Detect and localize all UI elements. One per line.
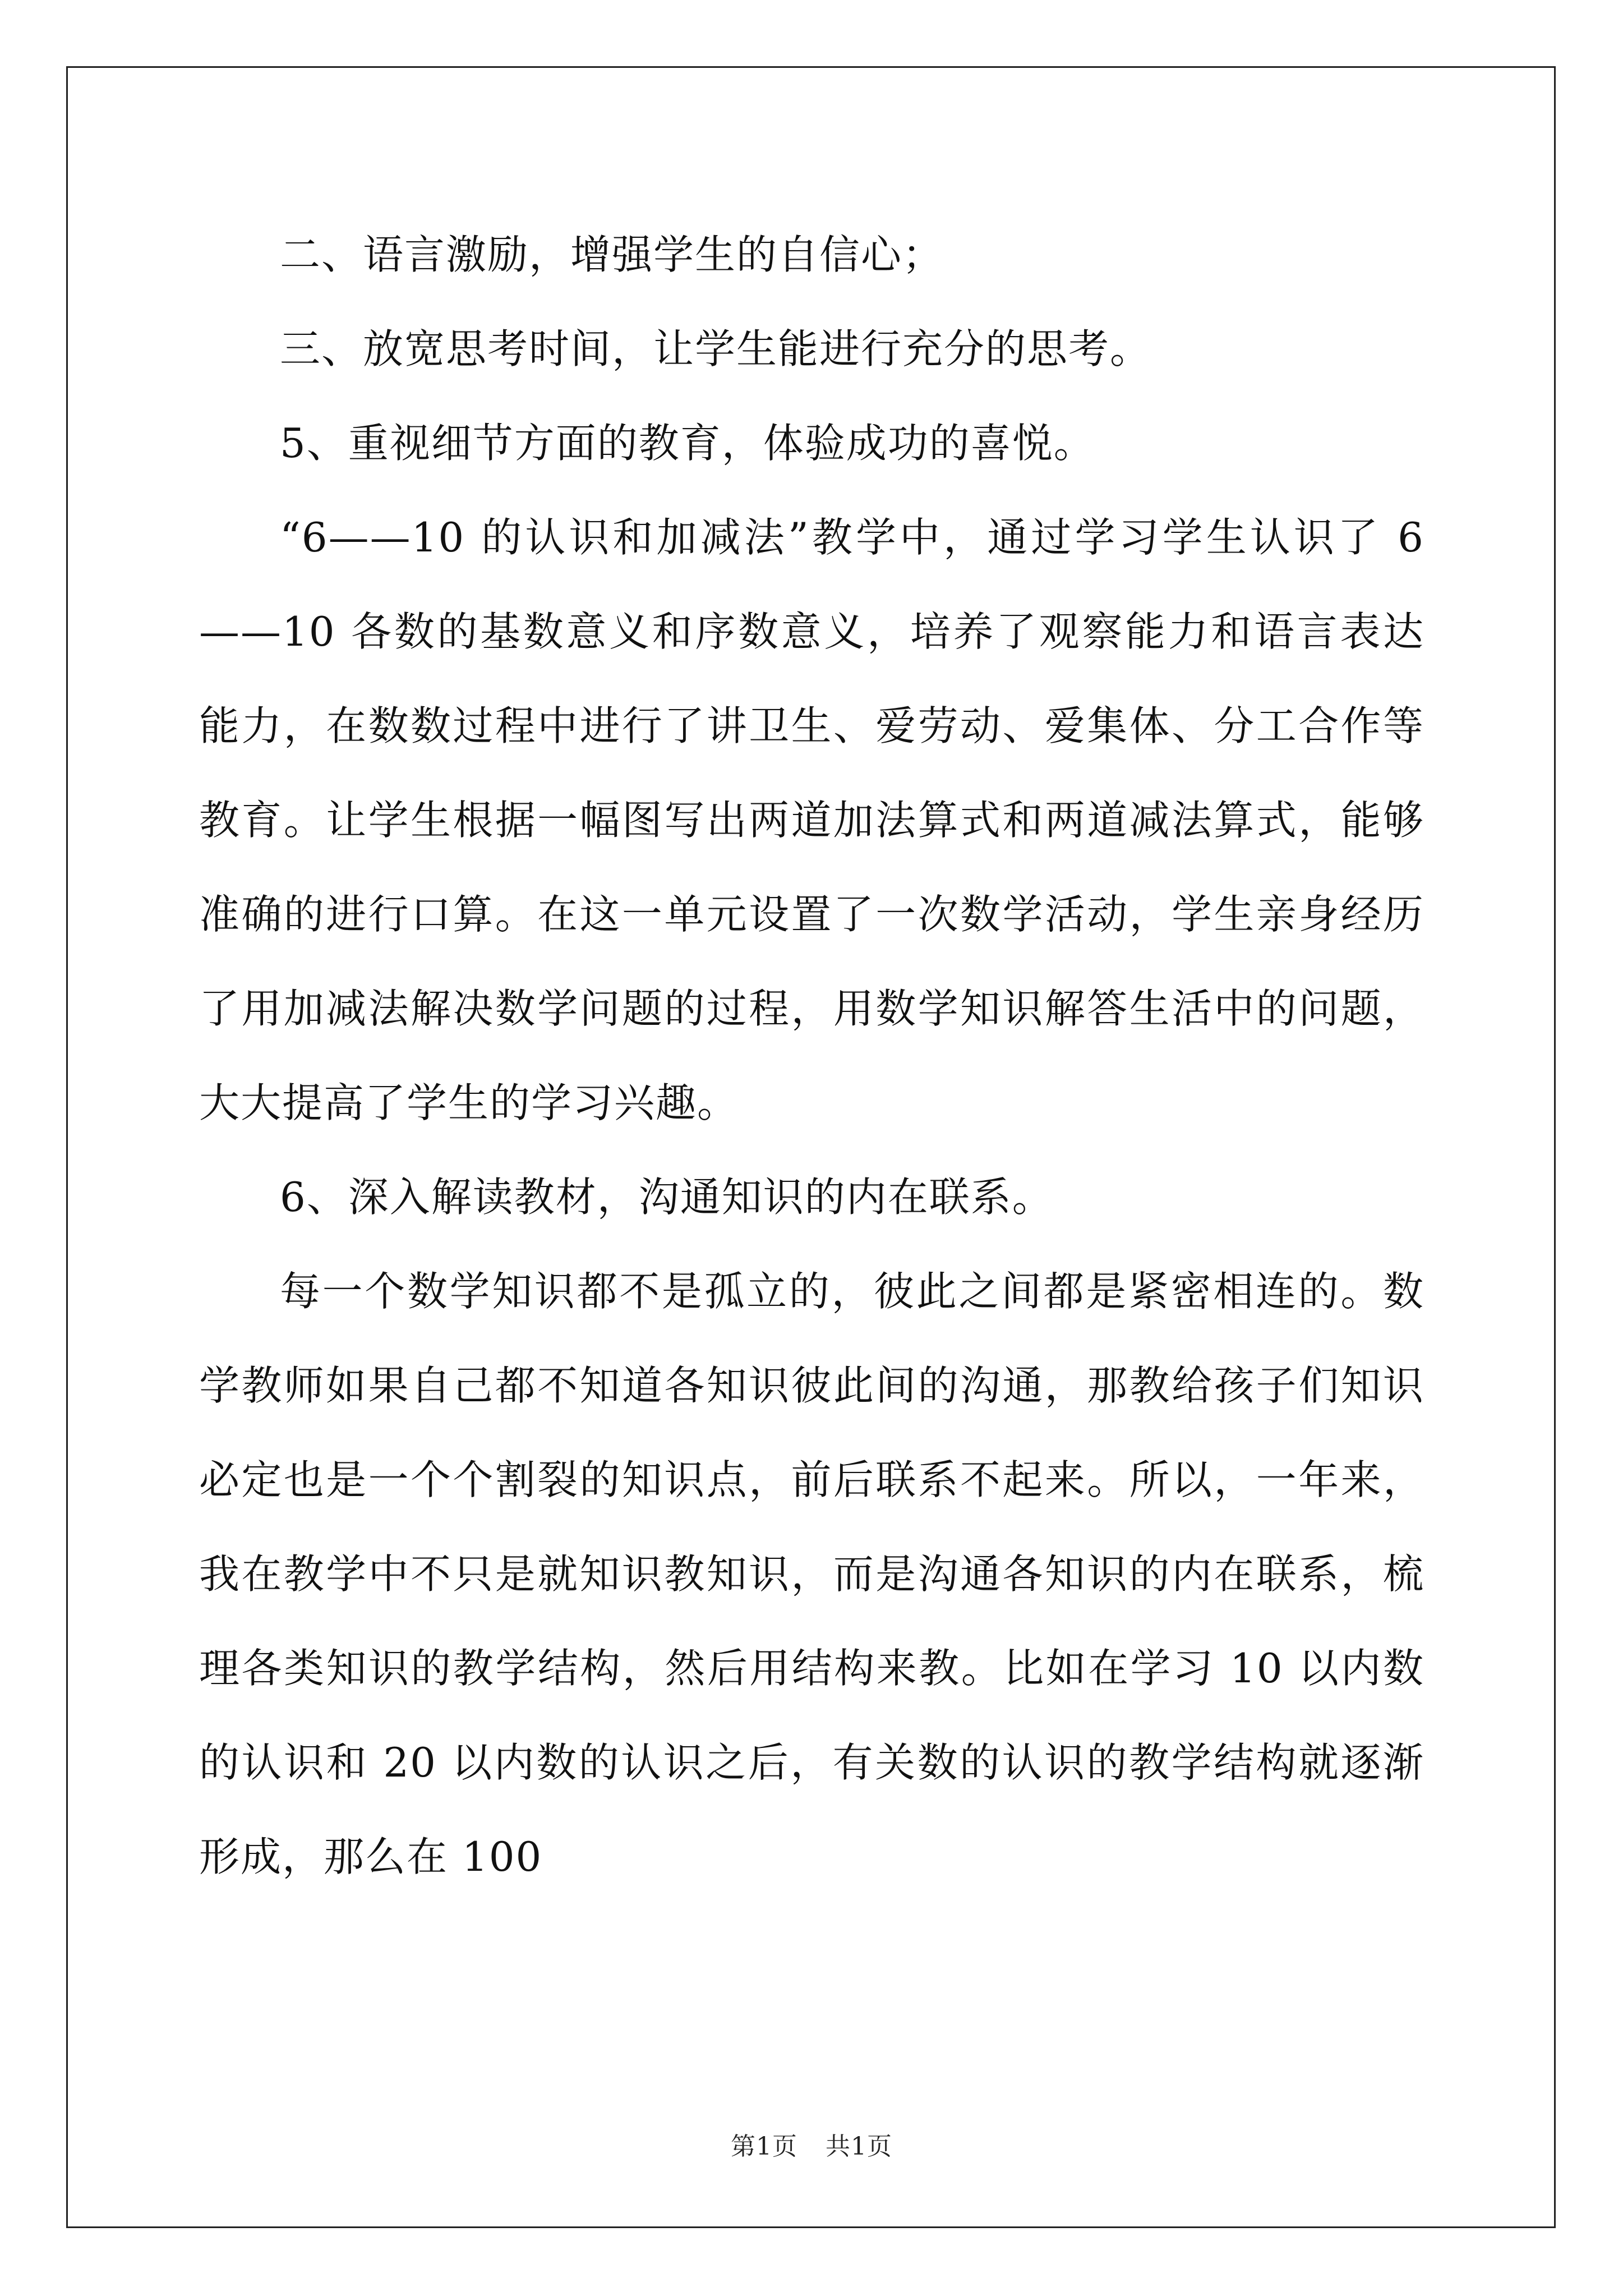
paragraph-3: 5、重视细节方面的教育，体验成功的喜悦。 xyxy=(280,420,1095,467)
paragraph-5: 6、深入解读教材，沟通知识的内在联系。 xyxy=(280,1174,1054,1221)
page-number-current: 第1页 xyxy=(731,2132,797,2161)
paragraph-4: “6——10 的认识和加减法”教学中，通过学习学生认识了 6——10 各数的基数意义和序数意义，培养了观察能力和语言表达能力，在数数过程中进行了讲卫生、爱劳动、爱集体、分工合作等教育。让学生根据一幅图写出两道加法算式和两道减法算式，能够准确的进行口算。在这一单元设置了一次数学活动，学生亲身经历了用加减法解决数学问题的过程，用数学知识解答生活中的问题，大大提高了学生的学习兴趣。 xyxy=(199,514,1424,1126)
paragraph-6: 每一个数学知识都不是孤立的，彼此之间都是紧密相连的。数学教师如果自己都不知道各知识彼此间的沟通，那教给孩子们知识必定也是一个个割裂的知识点，前后联系不起来。所以，一年来，我在教学中不只是就知识教知识，而是沟通各知识的内在联系，梳理各类知识的教学结构，然后用结构来教。比如在学习 10 以内数的认识和 20 以内数的认识之后，有关数的认识的教学结构就逐渐形成，那么在 100 xyxy=(199,1268,1424,1880)
paragraph-1: 二、语言激励，增强学生的自信心； xyxy=(280,231,944,278)
page-number-total: 共1页 xyxy=(826,2132,892,2161)
page-footer xyxy=(0,2126,1623,2162)
paragraph-2: 三、放宽思考时间，让学生能进行充分的思考。 xyxy=(280,325,1152,372)
document-body xyxy=(199,208,1424,1904)
